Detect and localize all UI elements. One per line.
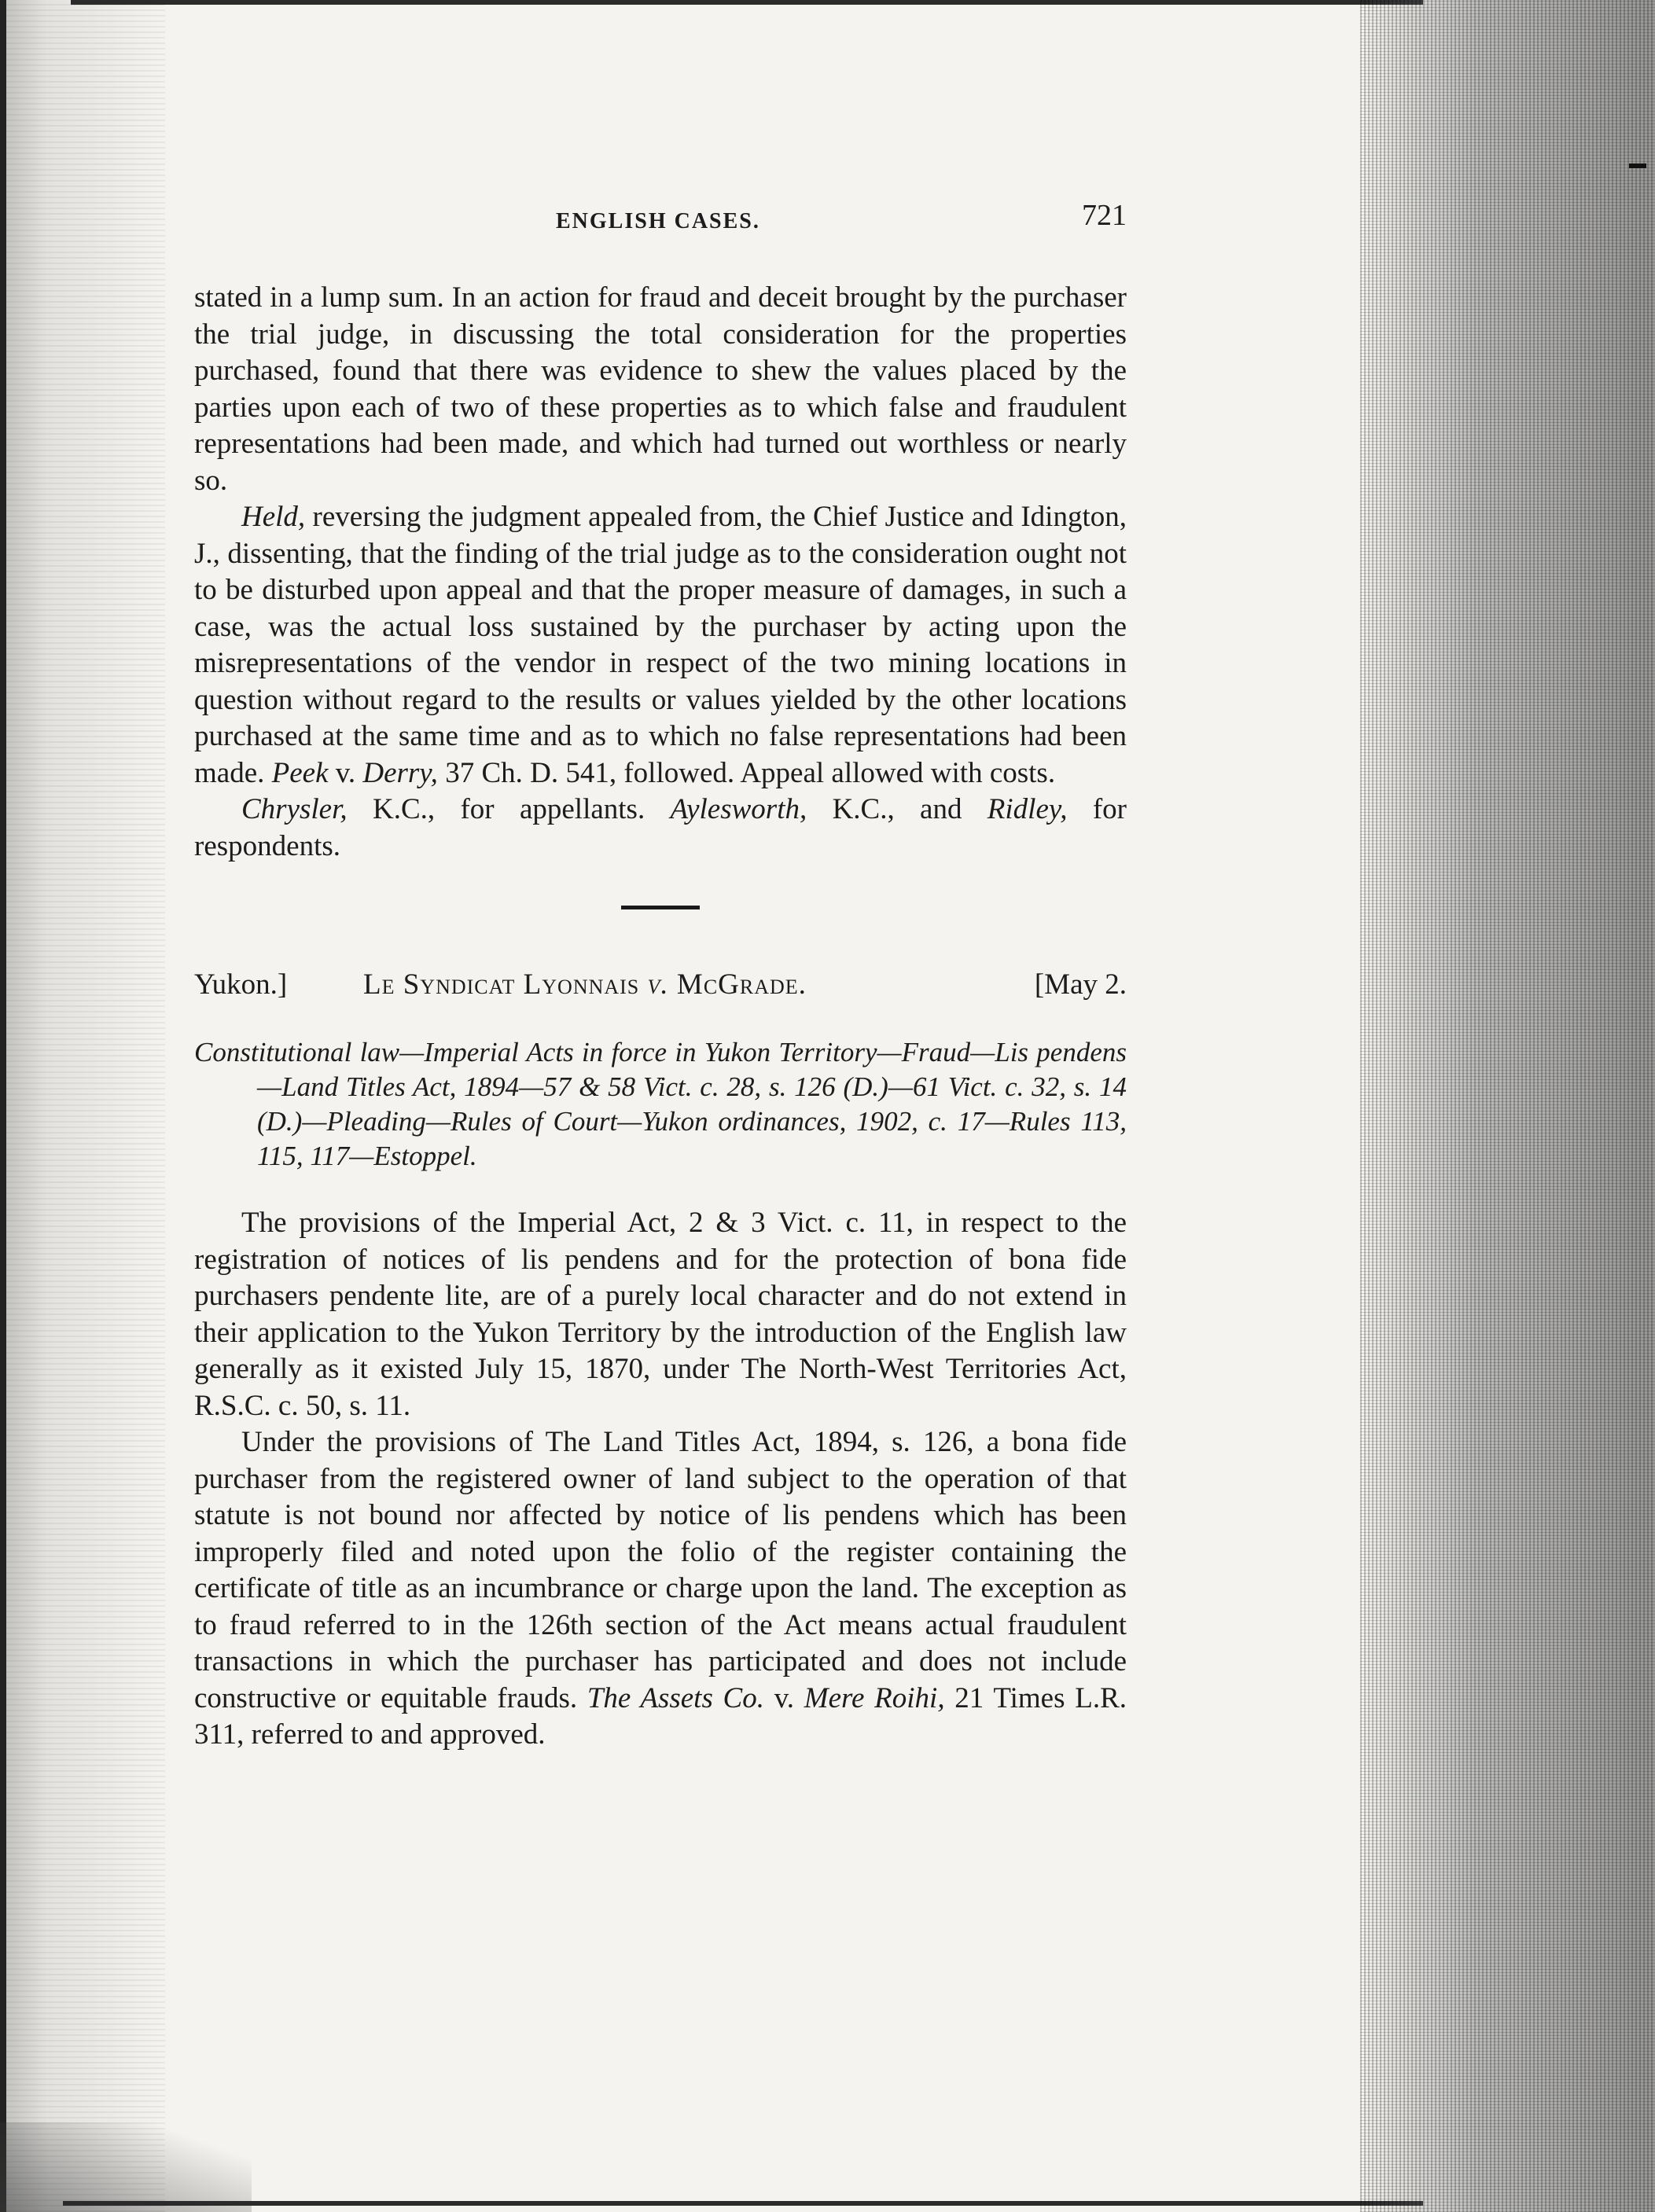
running-head [194,198,1127,245]
citation-v-2: v. [764,1681,804,1714]
case-heading [194,968,1127,1007]
case-v: v. [639,968,677,1001]
facts-paragraph: stated in a lump sum. In an action for fraud and deceit brought by the purchaser the trial judge, in discussing the total consideration for the properties purchased, found that there was evidence to shew the values placed by the parties upon each of two of these properties as to which false and fraudulent representations had been made, and which had turned out worthless or nearly so. [194,281,1127,497]
citation-party-2: Derry, [362,756,438,789]
citation-party-3: The Assets Co. [587,1681,764,1714]
page-number: 721 [1082,199,1127,232]
running-title: ENGLISH CASES. [556,209,760,233]
counsel-paragraph [194,792,1127,865]
case-summary [194,1205,1127,1754]
case-headnote: Constitutional law—Imperial Acts in force in Yukon Territory—Fraud—Lis pendens—Land Titles Act, 1894—57 & 58 Vict. c. 28, s. 126 (D.)—61 Vict. c. 32, s. 14 (D.)—Pleading—Rules of Court—Yukon ordinances, 1902, c. 17—Rules 113, 115, 117—Estoppel. [194,1037,1127,1171]
citation-party-1: Peek [271,756,329,789]
summary-paragraph-1: The provisions of the Imperial Act, 2 & 3 Vict. c. 11, in respect to the registration of notices of lis pendens and for the protection of bona fide purchasers pendente lite, are of a purely local character and do not extend in their application to the Yukon Territory by the introduction of the English law generally as it existed July 15, 1870, under The North-West Territories Act, R.S.C. c. 50, s. 11. [194,1207,1127,1422]
holding-tail: 37 Ch. D. 541, followed. Appeal allowed with costs. [437,756,1056,789]
holding-paragraph [194,499,1127,792]
summary-text-2: Under the provisions of The Land Titles Act, 1894, s. 126, a bona fide purchaser from the registered owner of land subject to the operation of that statute is not bound nor affected by notice of lis pendens which has been improperly filed and noted upon the folio of the register containing the certificate of title as an incumbrance or charge upon the land. The exception as to fraud referred to in the 126th section of the Act means actual fraudulent transactions in which the purchaser has participated and does not include constructive or equitable frauds. [194,1426,1127,1714]
right-edge-mark [1629,164,1646,168]
right-scan-noise [1360,0,1655,2212]
previous-case-continuation [194,280,1127,865]
citation-v: v. [328,756,363,789]
counsel-name-2: Aylesworth, [670,793,807,825]
holding-text: reversing the judgment appealed from, the Chief Justice and Idington, J., dissenting, that the finding of the trial judge as to the consideration ought not to be disturbed upon appeal and that the proper measure of damages, in such a case, was the actual loss sustained by the purchaser by acting upon the misrepresentations of the vendor in respect of the two mining locations in question without regard to the results or values yielded by the other locations purchased at the same time and as to which no false representations had been made. [194,501,1127,789]
case-court: Yukon.] [194,968,288,1001]
citation-party-4: Mere Roihi, [804,1681,945,1714]
summary-paragraph-2 [194,1424,1127,1754]
counsel-role-3: for respondents. [194,793,1127,862]
counsel-name-3: Ridley, [987,793,1068,825]
left-scan-shadow [0,0,165,2212]
case-name [363,968,807,1001]
bottom-scan-shadow [0,2122,252,2212]
left-scan-border [0,0,6,2212]
counsel-role-1: K.C., for appellants. [347,793,671,825]
case-date: [May 2. [1034,968,1127,1001]
top-scan-border [71,0,1423,5]
counsel-role-2: K.C., and [807,793,987,825]
case-party-1: Le Syndicat Lyonnais [363,968,640,1001]
bottom-scan-border [63,2201,1423,2206]
summary-tail-2: 21 Times L.R. 311, referred to and approved. [194,1681,1127,1751]
section-separator [621,906,700,909]
case-party-2: McGrade. [676,968,807,1001]
held-label: Held, [241,501,306,533]
counsel-name-1: Chrysler, [241,793,348,825]
text-column [194,198,1127,1754]
